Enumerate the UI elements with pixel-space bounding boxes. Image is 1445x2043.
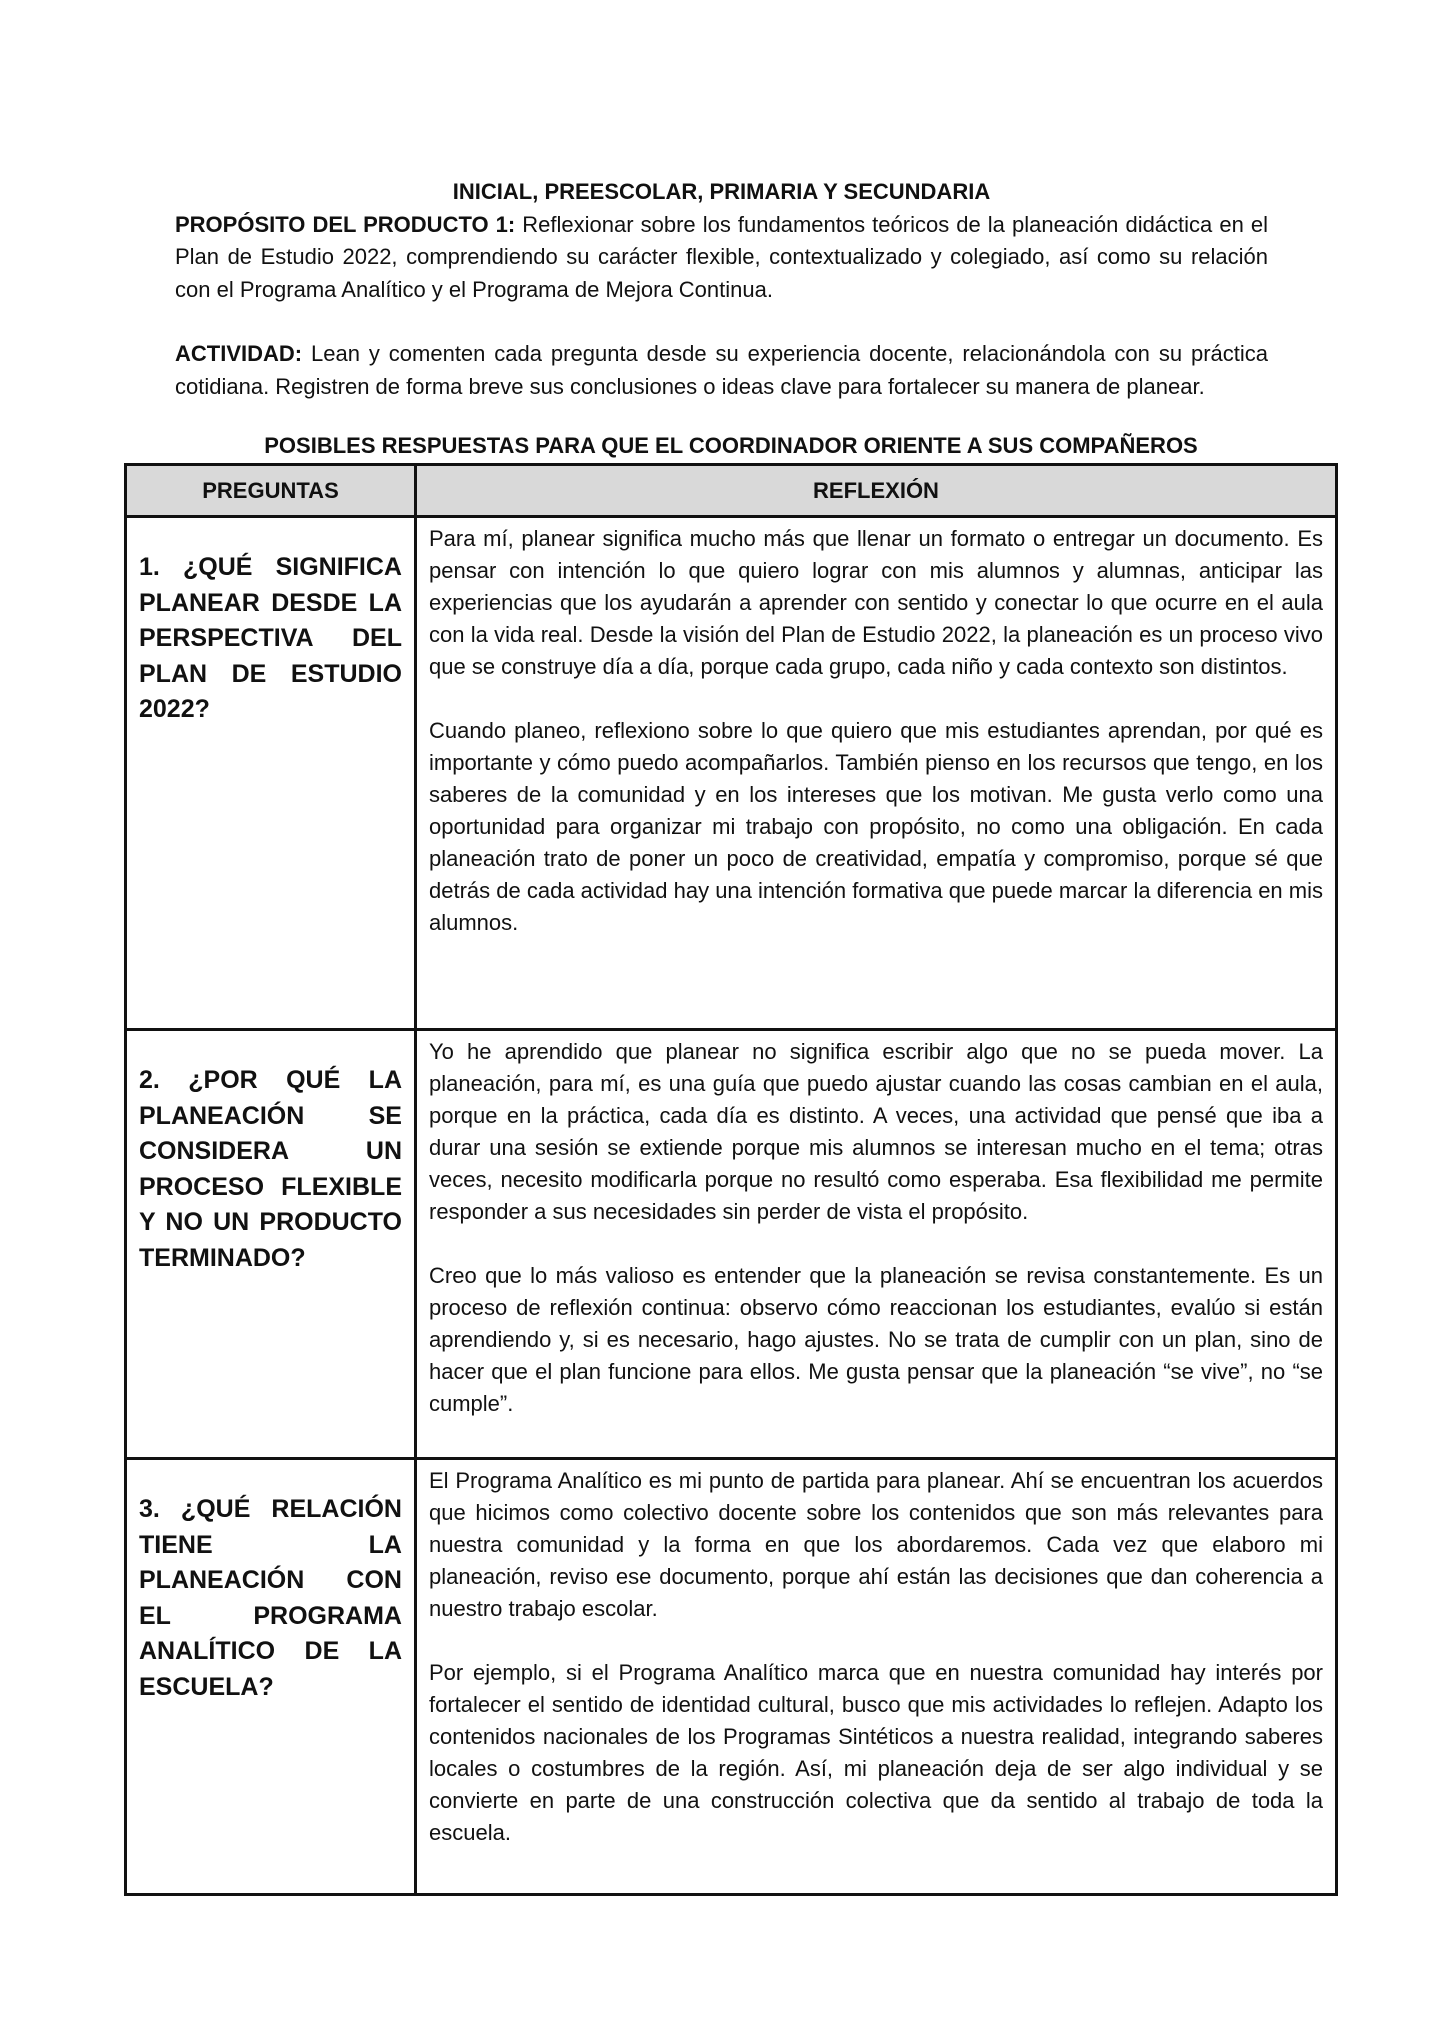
purpose-text: Reflexionar sobre los fundamentos teóricos de la planeación didáctica en el Plan de Estudio 2022, comprendiendo su carácter flexible, contextualizado y colegiado, así como su relación con el Programa Analítico y el Programa de Mejora Continua. — [175, 211, 1268, 302]
intro-section — [175, 176, 1268, 403]
table-header-row — [126, 465, 1337, 517]
answer-paragraph: Por ejemplo, si el Programa Analítico marca que en nuestra comunidad hay interés por fortalecer el sentido de identidad cultural, busco que mis actividades lo reflejen. Adapto los contenidos nacionales de los Programas Sintéticos a nuestra realidad, integrando saberes locales o costumbres de la región. Así, mi planeación deja de ser algo individual y se convierte en parte de una construcción colectiva que da sentido al trabajo de toda la escuela. — [429, 1660, 1323, 1845]
question-cell: 1. ¿QUÉ SIGNIFICA PLANEAR DESDE LA PERSPECTIVA DEL PLAN DE ESTUDIO 2022? — [126, 517, 416, 1030]
activity-text: Lean y comenten cada pregunta desde su experiencia docente, relacionándola con su práctica cotidiana. Registren de forma breve sus conclusiones o ideas clave para fortalecer su manera de planear. — [175, 341, 1268, 399]
table-row — [126, 517, 1337, 1030]
question-cell: 3. ¿QUÉ RELACIÓN TIENE LA PLANEACIÓN CON EL PROGRAMA ANALÍTICO DE LA ESCUELA? — [126, 1459, 416, 1895]
answer-paragraph: Cuando planeo, reflexiono sobre lo que quiero que mis estudiantes aprendan, por qué es importante y cómo puedo acompañarlos. También pienso en los recursos que tengo, en los saberes de la comunidad y en los intereses que los motivan. Me gusta verlo como una oportunidad para organizar mi trabajo con propósito, no como una obligación. En cada planeación trato de poner un poco de creatividad, empatía y compromiso, porque sé que detrás de cada actividad hay una intención formativa que puede marcar la diferencia en mis alumnos. — [429, 718, 1323, 935]
level-title: INICIAL, PREESCOLAR, PRIMARIA Y SECUNDARIA — [452, 179, 991, 204]
table-row — [126, 1030, 1337, 1459]
answer-paragraph: Para mí, planear significa mucho más que llenar un formato o entregar un documento. Es pensar con intención lo que quiero lograr con mis alumnos y alumnas, anticipar las experiencias que los ayudarán a aprender con sentido y conectar lo que ocurre en el aula con la vida real. Desde la visión del Plan de Estudio 2022, la planeación es un proceso vivo que se construye día a día, porque cada grupo, cada niño y cada contexto son distintos. — [429, 526, 1323, 679]
answer-cell — [416, 1459, 1337, 1895]
activity-label: ACTIVIDAD: — [175, 341, 303, 366]
question-cell: 2. ¿POR QUÉ LA PLANEACIÓN SE CONSIDERA UN PROCESO FLEXIBLE Y NO UN PRODUCTO TERMINADO? — [126, 1030, 416, 1459]
answer-paragraph: El Programa Analítico es mi punto de partida para planear. Ahí se encuentran los acuerdos que hicimos como colectivo docente sobre los contenidos que son más relevantes para nuestra comunidad y la forma en que los abordaremos. Cada vez que elaboro mi planeación, reviso ese documento, porque ahí están las decisiones que dan coherencia a nuestro trabajo escolar. — [429, 1468, 1323, 1621]
answer-paragraph: Creo que lo más valioso es entender que la planeación se revisa constantemente. Es un proceso de reflexión continua: observo cómo reaccionan los estudiantes, evalúo si están aprendiendo y, si es necesario, hago ajustes. No se trata de cumplir con un plan, sino de hacer que el plan funcione para ellos. Me gusta pensar que la planeación “se vive”, no “se cumple”. — [429, 1263, 1323, 1416]
purpose-paragraph — [175, 209, 1268, 307]
answer-paragraph: Yo he aprendido que planear no significa escribir algo que no se pueda mover. La planeación, para mí, es una guía que puedo ajustar cuando las cosas cambian en el aula, porque en la práctica, cada día es distinto. A veces, una actividad que pensé que iba a durar una sesión se extiende porque mis alumnos se interesan mucho en el tema; otras veces, necesito modificarla porque no resultó como esperaba. Esa flexibilidad me permite responder a sus necesidades sin perder de vista el propósito. — [429, 1039, 1323, 1224]
table-title: POSIBLES RESPUESTAS PARA QUE EL COORDINADOR ORIENTE A SUS COMPAÑEROS — [264, 433, 1198, 458]
table-row — [126, 1459, 1337, 1895]
purpose-label: PROPÓSITO DEL PRODUCTO 1: — [175, 211, 516, 237]
answer-cell — [416, 517, 1337, 1030]
activity-paragraph — [175, 338, 1268, 403]
answer-cell — [416, 1030, 1337, 1459]
column-header-preguntas: PREGUNTAS — [126, 465, 416, 517]
spacer — [175, 306, 1268, 338]
questions-table — [124, 463, 1338, 1896]
column-header-reflexion: REFLEXIÓN — [416, 465, 1337, 517]
